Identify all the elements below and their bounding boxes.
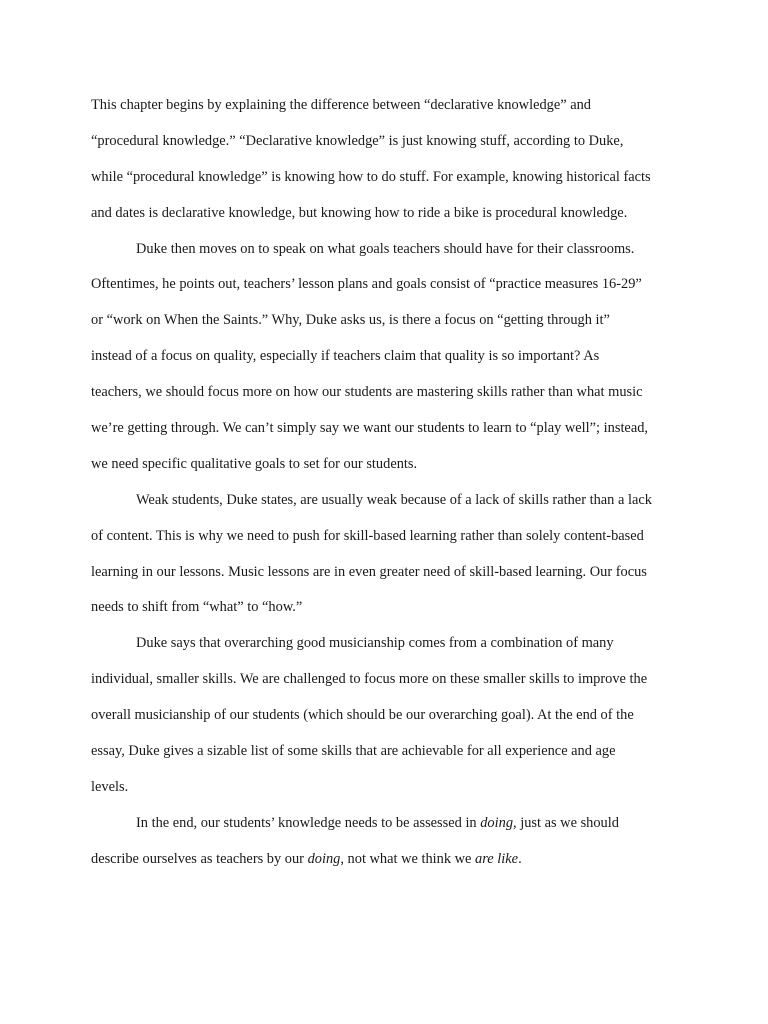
paragraph-2	[91, 232, 691, 483]
paragraph-line	[91, 806, 691, 842]
italic-text: are like	[475, 850, 519, 867]
paragraph-line: Oftentimes, he points out, teachers’ lesson plans and goals consist of “practice measures 16-29”	[91, 276, 642, 293]
paragraph-line: “procedural knowledge.” “Declarative knowledge” is just knowing stuff, according to Duke,	[91, 132, 624, 149]
paragraph-4	[91, 626, 691, 805]
italic-text: doing	[307, 850, 341, 867]
text-run: describe ourselves as teachers by our	[91, 850, 308, 867]
text-run: , not what we think we	[340, 850, 476, 867]
paragraph-line: levels.	[91, 778, 129, 795]
paragraph-line: Duke then moves on to speak on what goals teachers should have for their classrooms.	[136, 240, 635, 257]
paragraph-line: needs to shift from “what” to “how.”	[91, 599, 303, 616]
paragraph-5	[91, 806, 691, 878]
paragraph-line	[91, 842, 691, 878]
paragraph-line: while “procedural knowledge” is knowing how to do stuff. For example, knowing historical facts	[91, 168, 651, 185]
paragraph-line: Weak students, Duke states, are usually weak because of a lack of skills rather than a lack	[136, 491, 652, 508]
text-run: , just as we should	[513, 814, 619, 831]
paragraph-line: we need specific qualitative goals to set for our students.	[91, 455, 418, 472]
paragraph-line: we’re getting through. We can’t simply say we want our students to learn to “play well”; instead,	[91, 420, 649, 437]
document-body	[91, 88, 691, 878]
italic-text: doing	[480, 814, 514, 831]
paragraph-line: and dates is declarative knowledge, but knowing how to ride a bike is procedural knowledge.	[91, 204, 628, 221]
paragraph-3	[91, 483, 691, 627]
paragraph-line: instead of a focus on quality, especially if teachers claim that quality is so important? As	[91, 348, 600, 365]
paragraph-line: learning in our lessons. Music lessons are in even greater need of skill-based learning. Our focus	[91, 563, 647, 580]
paragraph-line: individual, smaller skills. We are challenged to focus more on these smaller skills to improve the	[91, 671, 648, 688]
text-run: In the end, our students’ knowledge needs to be assessed in	[136, 814, 481, 831]
paragraph-line: essay, Duke gives a sizable list of some skills that are achievable for all experience and age	[91, 743, 616, 760]
paragraph-line: overall musicianship of our students (which should be our overarching goal). At the end of the	[91, 707, 634, 724]
paragraph-line: teachers, we should focus more on how our students are mastering skills rather than what music	[91, 384, 643, 401]
paragraph-line: Duke says that overarching good musicianship comes from a combination of many	[136, 635, 614, 652]
paragraph-line: of content. This is why we need to push for skill-based learning rather than solely content-based	[91, 527, 644, 544]
paragraph-line: or “work on When the Saints.” Why, Duke asks us, is there a focus on “getting through it”	[91, 312, 610, 329]
paragraph-1	[91, 88, 691, 232]
text-run: .	[518, 850, 522, 867]
paragraph-line: This chapter begins by explaining the difference between “declarative knowledge” and	[91, 97, 591, 113]
